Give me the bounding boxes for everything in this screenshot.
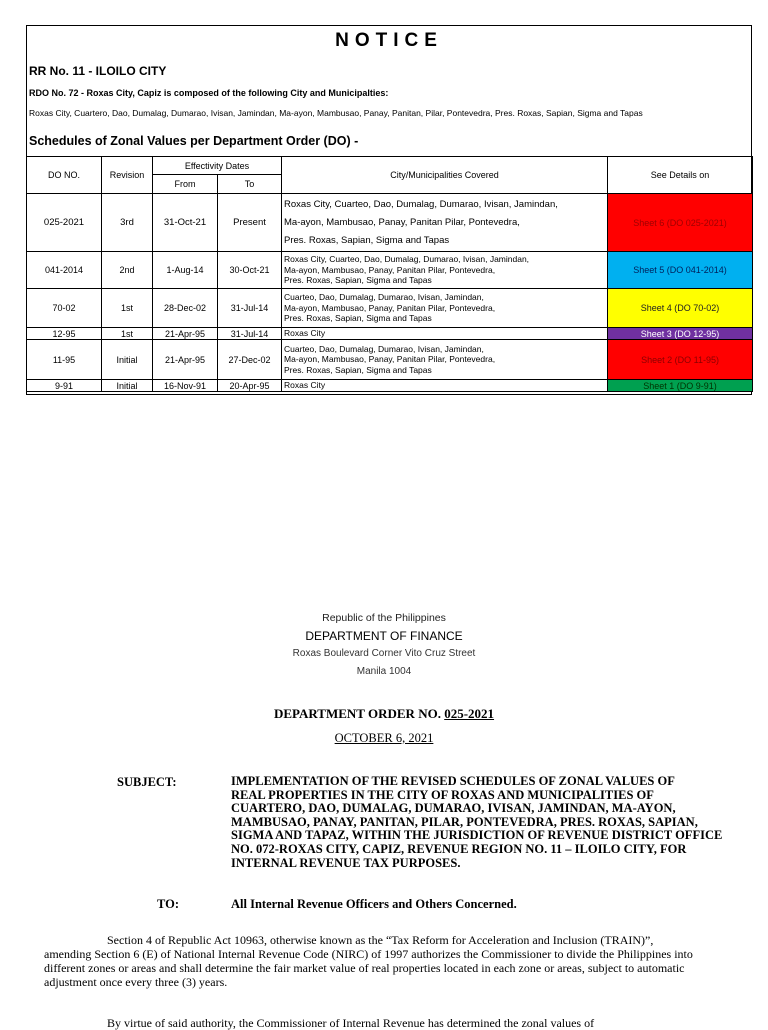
body-paragraph-1 xyxy=(44,933,693,989)
to-label: TO: xyxy=(157,897,179,911)
department-order-table xyxy=(26,156,753,392)
details-link[interactable]: Sheet 6 (DO 025-2021) xyxy=(608,194,753,252)
subject-line: IMPLEMENTATION OF THE REVISED SCHEDULES OF ZONAL VALUES OF xyxy=(231,774,675,788)
cell-cities xyxy=(282,194,608,252)
subject-line: REAL PROPERTIES IN THE CITY OF ROXAS AND MUNICIPALITIES OF xyxy=(231,787,654,802)
cell-to: 31-Jul-14 xyxy=(218,328,282,340)
cell-to: Present xyxy=(218,194,282,252)
header-details: See Details on xyxy=(608,157,753,194)
paragraph-line: adjustment once every three (3) years. xyxy=(44,975,228,989)
cities-line-2: Ma-ayon, Mambusao, Panay, Panitan Pilar, Pontevedra, xyxy=(284,264,496,275)
cell-revision: 3rd xyxy=(102,194,153,252)
department-address: Roxas Boulevard Corner Vito Cruz Street xyxy=(292,648,476,659)
paragraph-line: Section 4 of Republic Act 10963, otherwise known as the “Tax Reform for Acceleration and Inclusion (TRAIN)”, xyxy=(44,933,654,947)
table-row xyxy=(27,194,753,252)
paragraph-line: By virtue of said authority, the Commissioner of Internal Revenue has determined the zonal values of xyxy=(44,1016,595,1030)
cell-to: 27-Dec-02 xyxy=(218,340,282,380)
cell-to: 30-Oct-21 xyxy=(218,252,282,289)
cities-list: Roxas City, Cuartero, Dao, Dumalag, Dumarao, Ivisan, Jamindan, Ma-ayon, Mambusao, Panay, Panitan, Pilar, Pontevedra, Pres. Roxas, Sapian, Sigma and Tapas xyxy=(29,108,643,118)
table-row xyxy=(27,340,753,380)
revenue-region-line: RR No. 11 - ILOILO CITY xyxy=(29,64,167,78)
paragraph-line: amending Section 6 (E) of National Internal Revenue Code (NIRC) of 1997 authorizes the Commissioner to divide the Philippines into xyxy=(44,947,693,961)
cell-from: 21-Apr-95 xyxy=(153,340,218,380)
cities-line-3: Pres. Roxas, Sapian, Sigma and Tapas xyxy=(284,234,450,246)
rdo-line: RDO No. 72 - Roxas City, Capiz is composed of the following City and Municipalties: xyxy=(29,88,389,98)
cell-to: 31-Jul-14 xyxy=(218,289,282,328)
subject-line: CUARTERO, DAO, DUMALAG, DUMARAO, IVISAN, JAMINDAN, MA-AYON, xyxy=(231,801,676,816)
details-link[interactable]: Sheet 1 (DO 9-91) xyxy=(608,380,753,392)
republic-heading: Republic of the Philippines xyxy=(322,612,446,624)
notice-box xyxy=(26,25,752,395)
cell-from: 31-Oct-21 xyxy=(153,194,218,252)
cell-revision: 1st xyxy=(102,328,153,340)
cell-revision: Initial xyxy=(102,380,153,392)
cities-line-2: Ma-ayon, Mambusao, Panay, Panitan Pilar, Pontevedra, xyxy=(284,302,496,313)
cell-do-no: 025-2021 xyxy=(27,194,102,252)
cell-from: 1-Aug-14 xyxy=(153,252,218,289)
cities-line-1: Cuarteo, Dao, Dumalag, Dumarao, Ivisan, Jamindan, xyxy=(284,292,484,303)
header-to: To xyxy=(218,175,282,194)
department-city: Manila 1004 xyxy=(356,666,412,677)
subject-text xyxy=(231,774,723,870)
to-text: All Internal Revenue Officers and Others Concerned. xyxy=(231,897,517,911)
details-link[interactable]: Sheet 2 (DO 11-95) xyxy=(608,340,753,380)
header-do-no: DO NO. xyxy=(27,157,102,194)
department-order-date xyxy=(0,731,768,746)
table-row xyxy=(27,380,753,392)
cities-line-1: Roxas City, Cuarteo, Dao, Dumalag, Dumarao, Ivisan, Jamindan, xyxy=(284,198,558,210)
schedule-title: Schedules of Zonal Values per Department Order (DO) - xyxy=(29,134,359,148)
cell-do-no: 11-95 xyxy=(27,340,102,380)
details-link[interactable]: Sheet 3 (DO 12-95) xyxy=(608,328,753,340)
cell-from: 21-Apr-95 xyxy=(153,328,218,340)
cell-do-no: 70-02 xyxy=(27,289,102,328)
department-heading: DEPARTMENT OF FINANCE xyxy=(305,629,463,643)
department-order-number xyxy=(0,706,768,722)
do-number: 025-2021 xyxy=(444,706,495,721)
do-date-text: OCTOBER 6, 2021 xyxy=(334,731,434,745)
header-cities: City/Municipalities Covered xyxy=(282,157,608,194)
subject-line: INTERNAL REVENUE TAX PURPOSES. xyxy=(231,855,461,870)
header-effectivity: Effectivity Dates xyxy=(153,157,282,175)
subject-label: SUBJECT: xyxy=(117,775,177,789)
cell-cities xyxy=(282,252,608,289)
cell-from: 28-Dec-02 xyxy=(153,289,218,328)
cities-line-1: Roxas City, Cuarteo, Dao, Dumalag, Dumarao, Ivisan, Jamindan, xyxy=(284,254,530,265)
header-revision: Revision xyxy=(102,157,153,194)
paragraph-line: different zones or areas and shall determine the fair market value of real properties located in each zone or areas, subject to automatic xyxy=(44,961,685,975)
cities-line-3: Pres. Roxas, Sapian, Sigma and Tapas xyxy=(284,313,432,324)
table-row xyxy=(27,252,753,289)
subject-line: SIGMA AND TAPAZ, WITHIN THE JURISDICTION OF REVENUE DISTRICT OFFICE xyxy=(231,828,723,843)
cities-line-3: Pres. Roxas, Sapian, Sigma and Tapas xyxy=(284,364,432,375)
subject-line: MAMBUSAO, PANAY, PANITAN, PILAR, PONTEVEDRA, PRES. ROXAS, SAPIAN, xyxy=(231,814,698,829)
cities-line-3: Pres. Roxas, Sapian, Sigma and Tapas xyxy=(284,275,432,286)
table-header-row xyxy=(27,157,753,175)
subject-line: NO. 072-ROXAS CITY, CAPIZ, REVENUE REGION NO. 11 – ILOILO CITY, FOR xyxy=(231,841,687,856)
cities-line-1: Cuarteo, Dao, Dumalag, Dumarao, Ivisan, Jamindan, xyxy=(284,343,484,354)
body-paragraph-2 xyxy=(44,1016,638,1030)
cities-line-2: Ma-ayon, Mambusao, Panay, Panitan Pilar, Pontevedra, xyxy=(284,216,520,228)
cell-revision: 2nd xyxy=(102,252,153,289)
header-from: From xyxy=(153,175,218,194)
cell-cities: Roxas City xyxy=(282,328,608,340)
table-row xyxy=(27,328,753,340)
cell-to: 20-Apr-95 xyxy=(218,380,282,392)
cell-cities xyxy=(282,289,608,328)
details-link[interactable]: Sheet 5 (DO 041-2014) xyxy=(608,252,753,289)
cell-cities xyxy=(282,340,608,380)
table-row xyxy=(27,289,753,328)
cell-from: 16-Nov-91 xyxy=(153,380,218,392)
cell-do-no: 041-2014 xyxy=(27,252,102,289)
do-label: DEPARTMENT ORDER NO. xyxy=(273,706,445,721)
cell-revision: Initial xyxy=(102,340,153,380)
cell-cities: Roxas City xyxy=(282,380,608,392)
cell-do-no: 9-91 xyxy=(27,380,102,392)
cities-line-2: Ma-ayon, Mambusao, Panay, Panitan Pilar, Pontevedra, xyxy=(284,354,496,365)
cell-do-no: 12-95 xyxy=(27,328,102,340)
details-link[interactable]: Sheet 4 (DO 70-02) xyxy=(608,289,753,328)
cell-revision: 1st xyxy=(102,289,153,328)
notice-title: NOTICE xyxy=(335,30,443,51)
